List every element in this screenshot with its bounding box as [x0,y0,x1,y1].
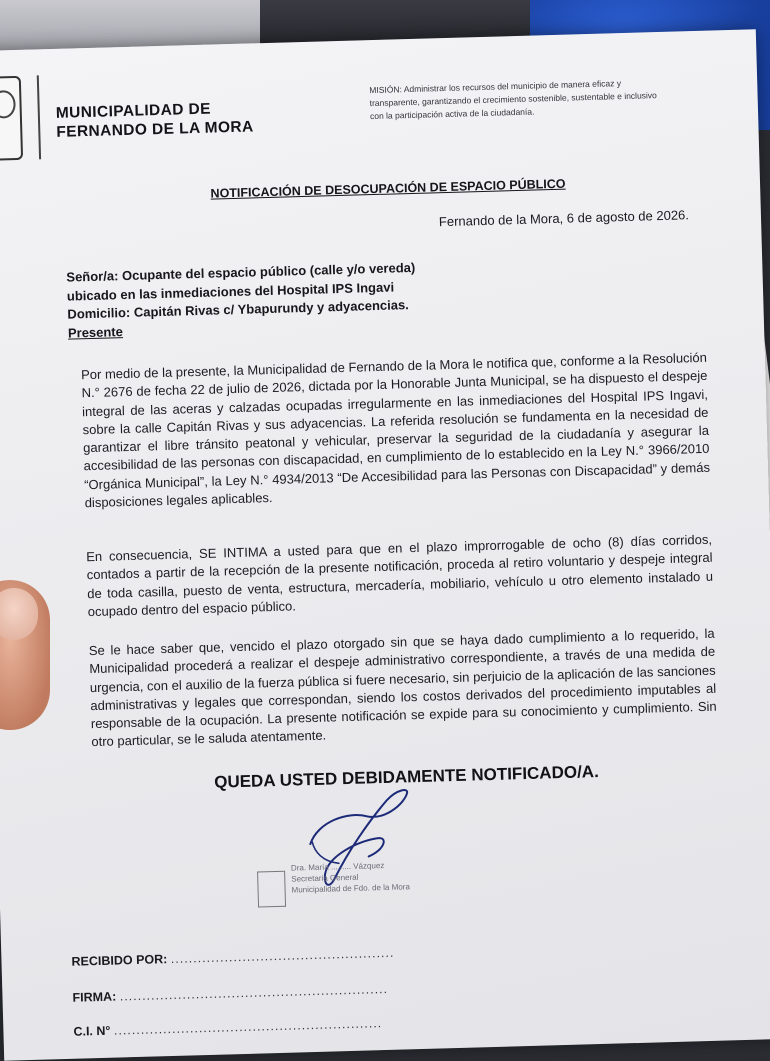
municipality-line-2: FERNANDO DE LA MORA [56,118,254,141]
received-by-field [71,946,394,969]
signature-label: FIRMA: [72,989,117,1005]
notification-paper [0,29,770,1060]
body-paragraph-3: Se le hace saber que, vencido el plazo otorgado sin que se haya dado cumplimiento a lo requerido, la Municipalidad procederá a realizar el despeje administrativo correspondiente, a través de una medida de urgencia, con el auxilio de la fuerza pública si fuere necesario, sin perjuicio de la aplicación de las sanciones administrativas y legales que correspondan, siendo los costos derivados del procedimiento imputables al responsable de la ocupación. La presente notificación se expide para su conocimiento y cumplimiento. Sin otro particular, se le saluda atentamente. [88,625,717,750]
stamp-line: Secretaria General [291,872,359,884]
stamp-emblem-icon [257,871,286,908]
signature-blank: ............................................................ [119,981,389,1004]
document-title: NOTIFICACIÓN DE DESOCUPACIÓN DE ESPACIO PÚBLICO [210,176,566,201]
addressee-block [66,259,417,343]
stamp-line: Dra. María ......... Vázquez [290,861,385,873]
body-paragraph-1: Por medio de la presente, la Municipalidad de Fernando de la Mora le notifica que, conforme a la Resolución N.° 2676 de fecha 22 de julio de 2026, dictada por la Honorable Junta Municipal, se ha dispuesto el despeje integral de las aceras y calzadas ocupadas irregularmente en las inmediaciones del Hospital IPS Ingavi, sobre la calle Capitán Rivas y sus adyacencias. La referida resolución se fundamenta en la necesidad de garantizar el libre tránsito peatonal y vehicular, preservar la seguridad de la ciudadanía y asegurar la accesibilidad de las personas con discapacidad, en cumplimiento de lo establecido en la Ley N.° 3966/2010 “Orgánica Municipal”, la Ley N.° 4934/2013 “De Accesibilidad para las Personas con Discapacidad” y demás disposiciones legales aplicables. [80,349,711,511]
notified-statement: QUEDA USTED DEBIDAMENTE NOTIFICADO/A. [213,761,600,792]
presente-label: Presente [67,323,124,341]
addressee-line: ubicado en las inmediaciones del Hospital IPS Ingavi [66,279,395,304]
id-number-blank: ............................................................ [113,1016,383,1038]
id-number-field [73,1016,382,1039]
received-by-label: RECIBIDO POR: [71,952,168,969]
stamp-line: Municipalidad de Fdo. de la Mora [291,882,410,895]
mission-statement: MISIÓN: Administrar los recursos del municipio de manera eficaz y transparente, garantizando el crecimiento sostenible, sustentable e inclusivo con la participación activa de la ciudadanía. [369,78,657,122]
header-divider [37,75,41,159]
document-date: Fernando de la Mora, 6 de agosto de 2026. [438,207,690,230]
id-number-label: C.I. N° [73,1023,111,1039]
received-by-blank: .................................................. [170,945,395,966]
body-paragraph-2: En consecuencia, SE INTIMA a usted para que en el plazo improrrogable de ocho (8) días corridos, contados a partir de la recepción de la presente notificación, proceda al retiro voluntario y despeje integral de toda casilla, puesto de venta, estructura, mercadería, mobiliario, vehículo u otro elemento instalado u ocupado dentro del espacio público. [86,531,714,620]
official-stamp [257,859,438,916]
signature-field [72,982,388,1005]
addressee-line: Señor/a: Ocupante del espacio público (calle y/o vereda) [66,259,416,285]
municipality-line-1: MUNICIPALIDAD DE [55,100,212,122]
municipal-seal-icon [0,76,23,161]
addressee-line: Domicilio: Capitán Rivas c/ Ybapurundy y adyacencias. [67,297,410,322]
municipality-name [56,98,254,141]
